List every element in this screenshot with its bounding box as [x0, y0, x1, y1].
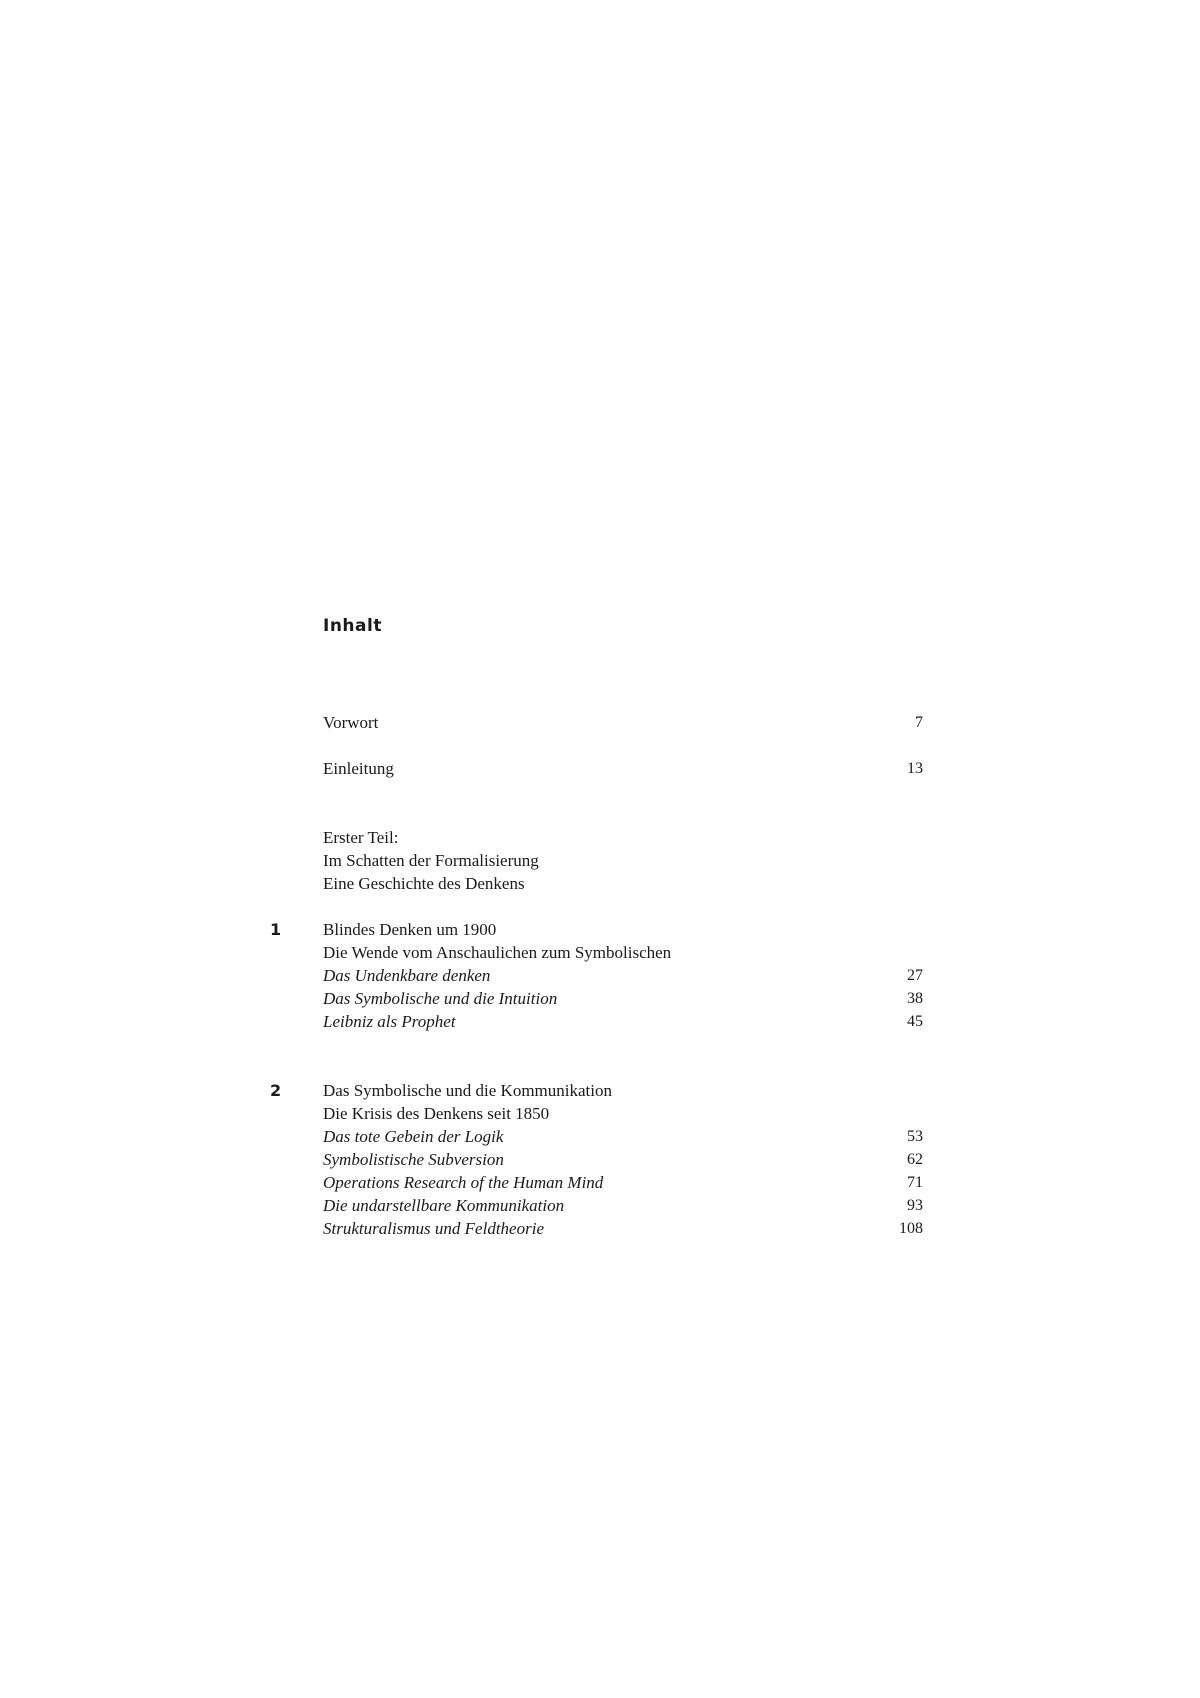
toc-section — [323, 1148, 923, 1171]
section-title: Die undarstellbare Kommunikation — [323, 1196, 565, 1215]
section-page: 27 — [907, 967, 923, 984]
section-title: Das Undenkbare denken — [323, 966, 491, 985]
toc-heading: Inhalt — [323, 616, 382, 636]
toc-entry-vorwort — [323, 711, 923, 734]
toc-section — [323, 1125, 923, 1148]
chapter-subtitle: Die Krisis des Denkens seit 1850 — [323, 1104, 550, 1123]
chapter-subtitle: Die Wende vom Anschaulichen zum Symbolischen — [323, 943, 672, 962]
toc-entry-einleitung — [323, 757, 923, 780]
chapter-number: 2 — [270, 1081, 282, 1100]
chapter-number: 1 — [270, 920, 282, 939]
part-title-line: Eine Geschichte des Denkens — [323, 874, 525, 893]
section-title: Strukturalismus und Feldtheorie — [323, 1219, 544, 1238]
section-title: Symbolistische Subversion — [323, 1150, 504, 1169]
section-page: 108 — [899, 1220, 923, 1237]
entry-page: 13 — [907, 760, 923, 777]
toc-section — [323, 964, 923, 987]
toc-section — [323, 1010, 923, 1033]
section-page: 93 — [907, 1197, 923, 1214]
section-page: 53 — [907, 1128, 923, 1145]
toc-section — [323, 1217, 923, 1240]
toc-section — [323, 1171, 923, 1194]
section-page: 45 — [907, 1013, 923, 1030]
section-page: 71 — [907, 1174, 923, 1191]
toc-section — [323, 1194, 923, 1217]
entry-title: Vorwort — [323, 713, 379, 732]
section-page: 38 — [907, 990, 923, 1007]
section-title: Leibniz als Prophet — [323, 1012, 456, 1031]
chapter-title: Das Symbolische und die Kommunikation — [323, 1081, 612, 1100]
part-title-line: Erster Teil: — [323, 828, 399, 847]
part-title-line: Im Schatten der Formalisierung — [323, 851, 539, 870]
toc-section — [323, 987, 923, 1010]
section-title: Operations Research of the Human Mind — [323, 1173, 604, 1192]
section-title: Das tote Gebein der Logik — [323, 1127, 504, 1146]
entry-title: Einleitung — [323, 759, 394, 778]
chapter-title: Blindes Denken um 1900 — [323, 920, 497, 939]
section-title: Das Symbolische und die Intuition — [323, 989, 558, 1008]
section-page: 62 — [907, 1151, 923, 1168]
entry-page: 7 — [915, 714, 923, 731]
